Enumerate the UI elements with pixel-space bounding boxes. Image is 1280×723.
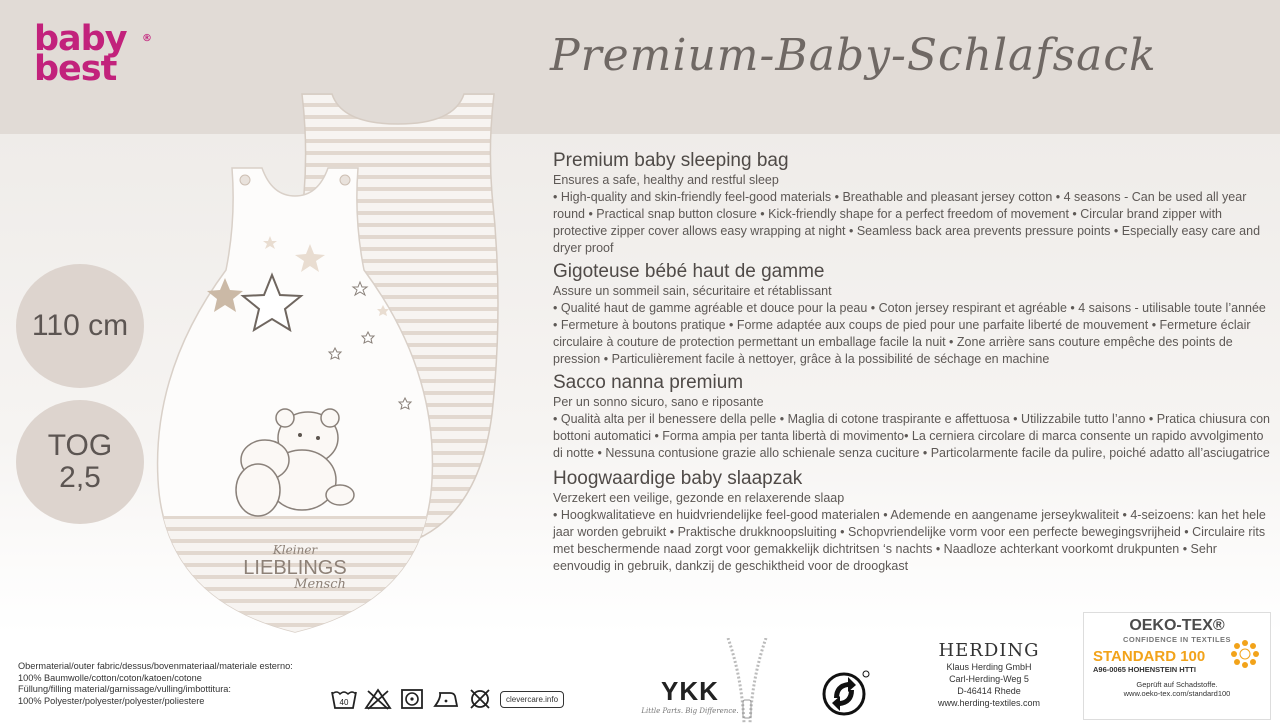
- section-subtitle: Ensures a safe, healthy and restful sleep: [553, 173, 779, 187]
- no-dry-clean-icon: [466, 688, 494, 710]
- tog-label: TOG: [47, 429, 113, 462]
- material-line: Füllung/filling material/garnissage/vulling/imbottitura:: [18, 684, 231, 694]
- oeko-tested: Geprüft auf Schadstoffe.: [1136, 680, 1218, 689]
- sleeping-bag-front-image: [150, 160, 440, 640]
- material-line: 100% Polyester/polyester/polyester/poliestere: [18, 695, 205, 706]
- ykk-mark: YKK: [661, 676, 719, 706]
- section-french: [553, 261, 1273, 368]
- section-description: • Qualità alta per il benessere della pelle • Maglia di cotone traspirante e affettuosa • Utilizzabile tutto l’anno • Pratica chiusura con bottoni automatici • Forma ampia per tanta libertà di movimento• La cerniera circolare di marca consente un rapido avvolgimento di notte • Nessuna contusione grazie allo schienale senza cuciture • Particolarmente facile da pulire, poiché adatto all’asciugatrice: [553, 412, 1270, 460]
- illustration-line3: Mensch: [294, 577, 346, 592]
- section-english: [553, 150, 1273, 257]
- logo-line1: baby: [34, 19, 127, 59]
- logo-line2: best: [34, 49, 117, 89]
- material-info: [18, 661, 328, 707]
- size-badge: [16, 264, 144, 388]
- recycling-icon: [822, 668, 870, 716]
- section-heading: Premium baby sleeping bag: [553, 150, 789, 171]
- tog-value: 2,5: [59, 461, 101, 494]
- illustration-line1: Kleiner: [272, 543, 318, 557]
- section-heading: Hoogwaardige baby slaapzak: [553, 468, 803, 489]
- section-dutch: [553, 468, 1273, 575]
- logo-registered: ®: [142, 33, 152, 44]
- section-description: • High-quality and skin-friendly feel-good materials • Breathable and pleasant jersey cotton • 4 seasons - Can be used all year round • Practical snap button closure • Kick-friendly shape for a perfect freedom of movement • Circular brand zipper with protective zipper cover allows easy wrapping at night • Seamless back area prevents pressure points • Especially easy care and dryer proof: [553, 190, 1261, 255]
- babybest-logo: [34, 19, 164, 89]
- section-heading: Sacco nanna premium: [553, 372, 744, 393]
- herding-website: www.herding-textiles.com: [937, 698, 1041, 708]
- ykk-tagline: Little Parts. Big Difference.: [641, 707, 739, 715]
- oeko-flower-icon: [1230, 639, 1260, 669]
- section-heading: Gigoteuse bébé haut de gamme: [553, 261, 825, 282]
- description-block: [553, 150, 1273, 579]
- section-description: • Qualité haut de gamme agréable et douce pour la peau • Coton jersey respirant et agréable • 4 saisons - utilisable toute l’année • Fermeture à boutons pratique • Forme adaptée aux coups de pied pour une parfaite liberté de mouvement • Fermeture éclair circulaire à couture de protection permettant un emballage facile la nuit • Zone arrière sans couture empêche des points de pression • Particulièrement facile à nettoyer, grâce à la possibilité de séchage en machine: [553, 301, 1266, 366]
- oeko-subtitle: CONFIDENCE IN TEXTILES: [1122, 635, 1232, 644]
- size-value: 110 cm: [31, 309, 129, 342]
- oeko-title: OEKO-TEX®: [1129, 617, 1225, 634]
- oeko-standard: STANDARD 100: [1093, 648, 1206, 665]
- clevercare-badge: [500, 691, 564, 708]
- clevercare-text: clevercare.info: [506, 694, 559, 704]
- illustration-line2: LIEBLINGS: [243, 557, 347, 579]
- care-symbols: [330, 686, 564, 712]
- herding-city: D-46414 Rhede: [957, 686, 1021, 696]
- section-italian: [553, 372, 1273, 462]
- section-description: • Hoogkwalitatieve en huidvriendelijke feel-good materialen • Ademende en aangename jerseykwaliteit • 4-seizoens: kan het hele jaar worden gebruikt • Praktische drukknoopsluiting • Schopvriendelijke vorm voor een perfecte bewegingsvrijheid • Circulaire rits met beschermende naad zorgt voor gemakkelijk dichtritsen ‘s nachts • Naadloze achterkant voorkomt drukpunten • Sehr eenvoudig in gebruik, dankzij de geschiktheid voor de droogkast: [553, 508, 1266, 573]
- herding-info: [924, 640, 1054, 709]
- zipper-icon: [722, 638, 772, 723]
- page-title: Premium-Baby-Schlafsack: [550, 30, 1157, 81]
- no-bleach-icon: [364, 688, 392, 710]
- oeko-cert: A96-0065 HOHENSTEIN HTTI: [1093, 665, 1196, 674]
- material-line: 100% Baumwolle/cotton/coton/katoen/cotone: [18, 672, 202, 683]
- oeko-url: www.oeko-tex.com/standard100: [1123, 689, 1231, 698]
- tog-badge: [16, 400, 144, 524]
- section-subtitle: Verzekert een veilige, gezonde en relaxerende slaap: [553, 491, 845, 505]
- material-line: Obermaterial/outer fabric/dessus/bovenmateriaal/materiale esterno:: [18, 661, 293, 671]
- iron-icon: [432, 688, 460, 710]
- tumble-dry-icon: [398, 688, 426, 710]
- wash-temp: 40: [339, 698, 349, 707]
- section-subtitle: Assure un sommeil sain, sécuritaire et rétablissant: [553, 284, 832, 298]
- oeko-tex-label: [1083, 612, 1271, 720]
- herding-street: Carl-Herding-Weg 5: [949, 674, 1029, 684]
- herding-company: Klaus Herding GmbH: [946, 662, 1032, 672]
- section-subtitle: Per un sonno sicuro, sano e riposante: [553, 395, 764, 409]
- herding-name: HERDING: [938, 640, 1040, 661]
- wash-40-icon: [330, 688, 358, 710]
